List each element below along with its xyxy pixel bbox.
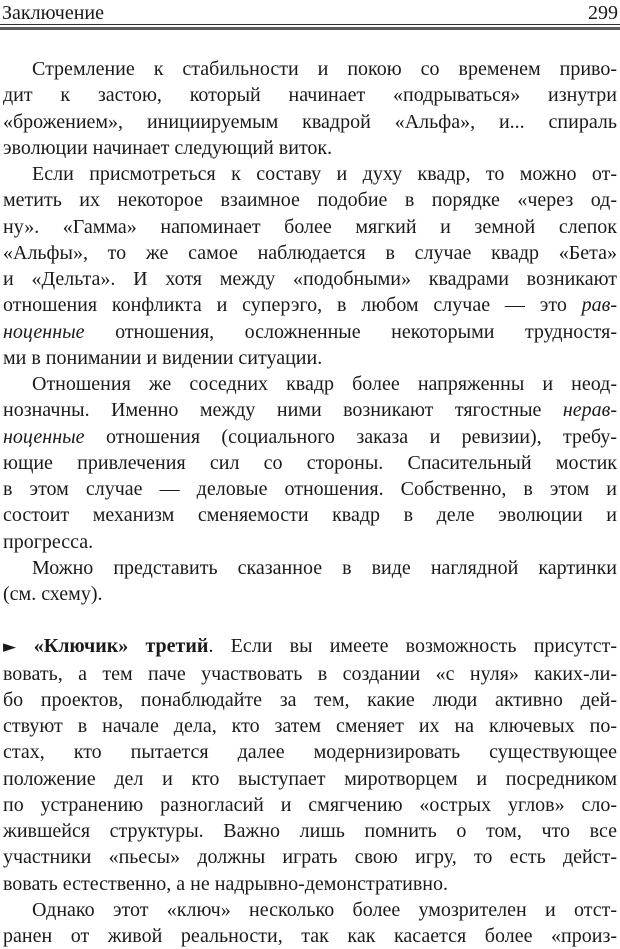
text-line — [3, 792, 617, 818]
text-segment: отношения, осложненные некоторыми трудностя- — [84, 320, 617, 343]
text-line — [3, 766, 617, 792]
text-line — [3, 187, 617, 213]
text-segment: «Ключик» третий — [33, 635, 209, 658]
text-line — [3, 56, 617, 82]
text-line — [3, 923, 617, 949]
text-segment: Отношения же соседних квадр более напряженны и неод- — [32, 373, 617, 395]
text-line — [3, 529, 617, 555]
text-line — [3, 345, 617, 371]
running-head: Заключение — [2, 2, 104, 24]
text-line — [3, 240, 617, 266]
text-segment: эволюции начинает следующий виток. — [3, 136, 333, 159]
text-line — [3, 371, 617, 397]
text-segment: «брожением», инициируемым квадрой «Альфа», и... спираль — [3, 110, 617, 133]
text-segment: жившейся структуры. Важно лишь помнить о том, что все — [3, 820, 617, 842]
text-segment: в этом случае — деловые отношения. Собственно, в этом и — [3, 478, 617, 500]
text-segment: дит к застою, который начинает «подрываться» изнутри — [3, 84, 617, 107]
text-segment: нерав- — [562, 399, 617, 422]
text-line — [3, 844, 617, 870]
text-segment: ющие привлечения сил со стороны. Спасительный мостик — [3, 451, 617, 474]
text-segment: Однако этот «ключ» несколько более умозрителен и отст- — [32, 898, 617, 921]
header-rule-thick — [0, 27, 620, 30]
text-segment: «Альфы», то же самое наблюдается в случае квадр «Бета» — [3, 241, 617, 264]
text-segment: состоит механизм сменяемости квадр в деле эволюции и — [3, 504, 617, 527]
text-line — [3, 818, 617, 844]
triangle-marker-icon: ► — [3, 637, 34, 658]
text-segment: и «Дельта». И хотя между «подобными» квадрами возникают — [3, 268, 617, 290]
text-segment: ноценные — [3, 425, 85, 448]
paragraph — [3, 161, 617, 371]
text-line — [3, 713, 617, 739]
text-segment: метить их некоторое взаимное подобие в порядке «через од- — [3, 189, 617, 212]
text-segment: Если присмотреться к составу и духу квадр, то можно от- — [32, 163, 617, 185]
text-segment: участники «пьесы» должны играть свою игру, то есть дейст- — [3, 846, 617, 869]
text-segment: прогресса. — [3, 530, 94, 553]
page-body — [0, 56, 620, 949]
header-rule-thin — [0, 24, 620, 25]
text-line — [3, 581, 617, 607]
paragraph — [3, 897, 617, 949]
text-line — [3, 292, 617, 318]
text-line — [3, 897, 617, 923]
text-line — [3, 109, 617, 135]
text-segment: вовать естественно, а не надрывно-демонстративно. — [3, 872, 448, 895]
text-segment: ми в понимании и видении ситуации. — [3, 346, 323, 369]
text-line — [3, 871, 617, 897]
text-line — [3, 397, 617, 423]
text-line — [3, 687, 617, 713]
text-segment: . Если вы имеете возможность присутст- — [208, 635, 618, 658]
text-segment: ноценные — [3, 320, 85, 343]
paragraph — [3, 555, 617, 608]
text-line — [3, 424, 617, 450]
text-segment: (см. схему). — [3, 583, 103, 605]
text-line — [3, 476, 617, 502]
text-segment: ну». «Гамма» напоминает более мягкий и земной слепок — [3, 215, 617, 238]
text-segment: ствуют в начале дела, кто затем сменяет их на ключевых по- — [3, 715, 617, 737]
text-line — [3, 450, 617, 476]
text-segment: вовать, а тем паче участвовать в создании «с нуля» каких-ли- — [3, 662, 617, 685]
text-segment: рав- — [581, 294, 617, 317]
paragraph — [3, 371, 617, 555]
text-segment: ранен от живой реальности, так как касается более «произ- — [3, 925, 617, 947]
text-line — [3, 661, 617, 687]
paragraph — [3, 56, 617, 161]
text-segment: нозначны. Именно между ними возникают тягостные — [3, 399, 563, 422]
text-line — [3, 266, 617, 292]
text-segment: по устранению разногласий и смягчению «острых углов» сло- — [3, 793, 617, 816]
text-line — [3, 161, 617, 187]
text-segment: Можно представить сказанное в виде наглядной картинки — [32, 556, 617, 579]
text-line — [3, 739, 617, 765]
text-line — [3, 319, 617, 345]
text-line — [3, 633, 617, 660]
page-header — [0, 0, 620, 24]
text-line — [3, 82, 617, 108]
text-segment: отношения (социального заказа и ревизии), требу- — [84, 425, 617, 448]
text-segment: стах, кто пытается далее модернизировать существующее — [3, 741, 617, 764]
text-line — [3, 214, 617, 240]
text-line — [3, 502, 617, 528]
page-number: 299 — [588, 2, 618, 24]
text-segment: бо проектов, понаблюдайте за тем, какие люди активно дей- — [3, 688, 617, 711]
text-segment: отношения конфликта и суперэго, в любом случае — это — [3, 294, 582, 317]
text-line — [3, 555, 617, 581]
text-line — [3, 135, 617, 161]
paragraph — [3, 633, 617, 897]
text-segment: положение дел и кто выступает миротворцем и посредником — [3, 767, 617, 790]
text-segment: Стремление к стабильности и покою со временем приво- — [32, 58, 617, 80]
